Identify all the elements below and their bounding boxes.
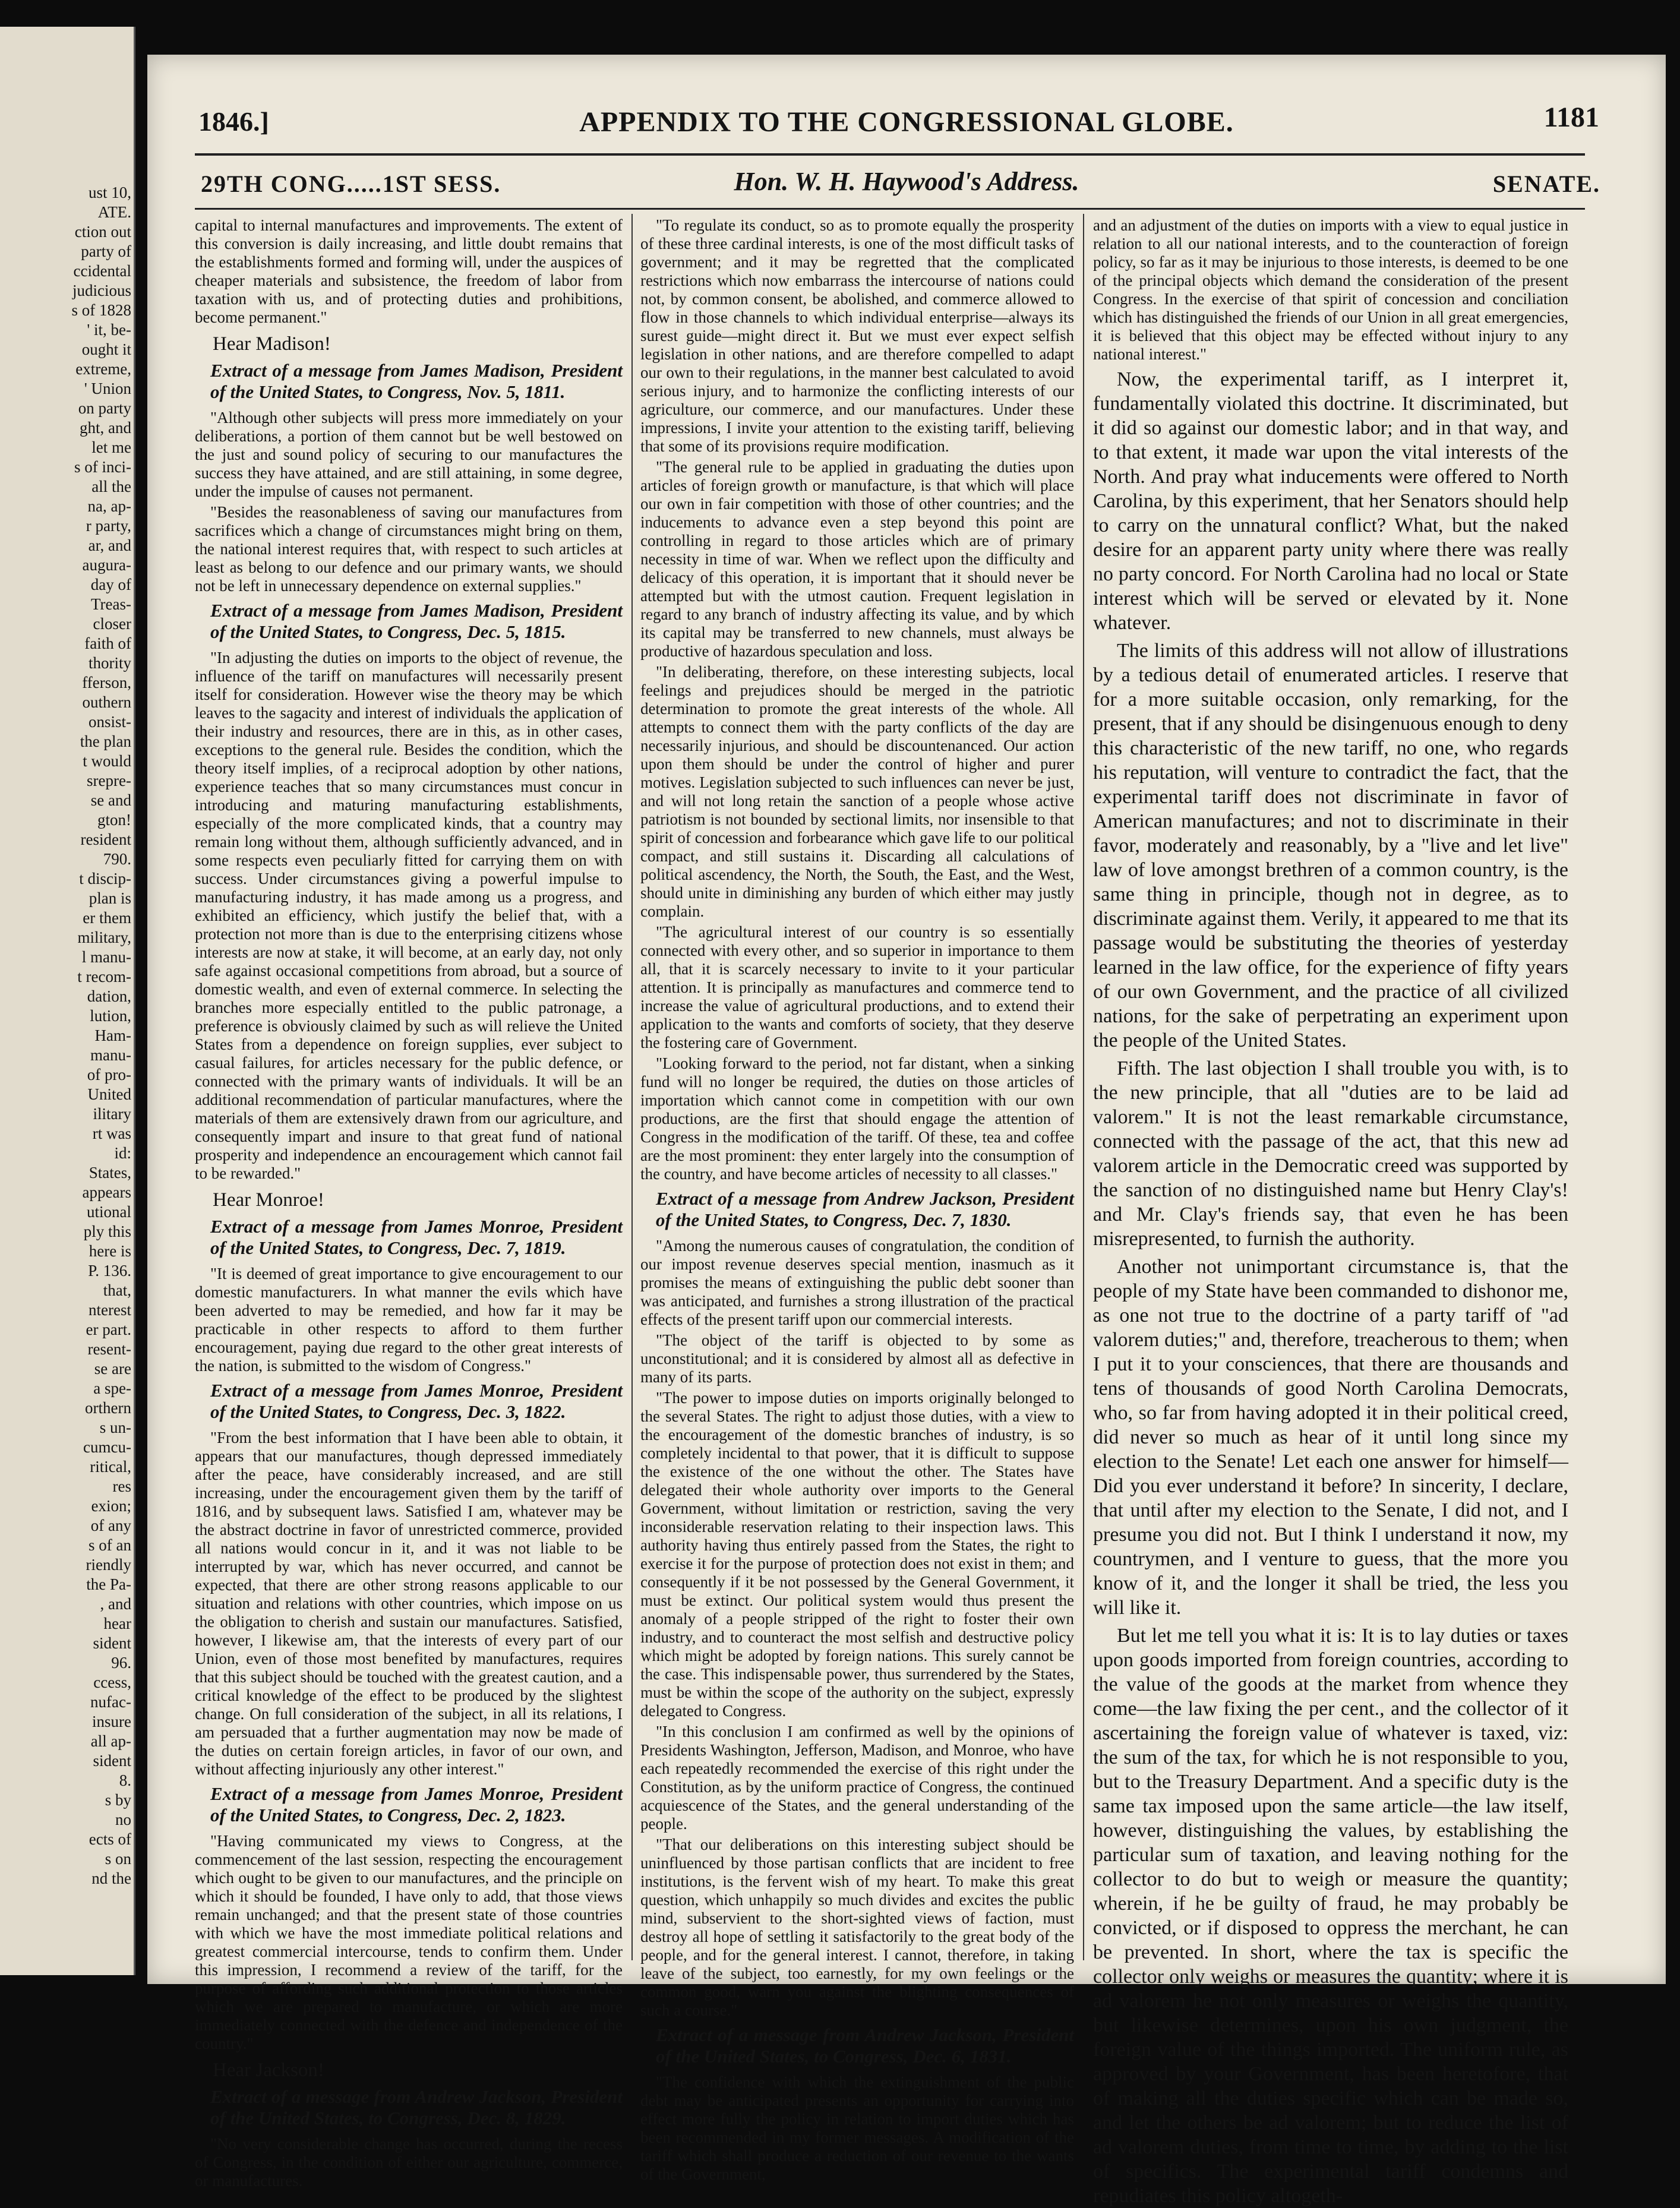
speech-title: Hon. W. H. Haywood's Address. bbox=[734, 167, 1079, 196]
fragment-line: sident bbox=[93, 1634, 131, 1652]
paragraph: "In adjusting the duties on imports to the object of revenue, the influence of the tariff on manufactures will necessarily present itself for consideration. However wise the theory may be which leaves to the sagacity and interest of individuals the application of their industry and resources, there are in this, as in other cases, exceptions to the general rule. Besides the condition, which the theory itself implies, of a reciprocal adoption by other nations, experience teaches that so many circumstances must concur in introducing and maturing manufacturing establishments, especially of the more complicated kinds, that a country may remain long without them, although sufficiently advanced, and in some respects even peculiarly fitted for carrying them on with success. Under circumstances giving a powerful impulse to manufacturing industry, it has made among us a progress, and exhibited an efficiency, which justify the belief that, with a protection not more than is due to the enterprising citizens whose interests are now at stake, it will become, at an early day, not only safe against occasional competitions from abroad, but a source of domestic wealth, and even of external commerce. In selecting the branches more especially entitled to the public patronage, a preference is obviously claimed by such as will relieve the United States from a dependence on foreign supplies, ever subject to casual failures, for articles necessary for the public defence, or connected with the primary wants of individuals. It will be an additional recommendation of particular manufactures, where the materials of them are extensively drawn from our agriculture, and consequently impart and insure to that great fund of national prosperity and independence an encouragement which cannot fail to be rewarded." bbox=[195, 649, 623, 1182]
page-number: 1181 bbox=[1543, 102, 1599, 133]
header-year: 1846.] bbox=[198, 106, 269, 137]
fragment-line: all ap- bbox=[90, 1732, 131, 1750]
fragment-line: thority bbox=[89, 654, 131, 672]
paragraph: "That our deliberations on this interesting subject should be uninfluenced by those partisan conflicts that are incident to free institutions, is the fervent wish of my heart. To make this great question, which unhappily so much divides and excites the public mind, subservient to the short-sighted views of faction, must destroy all hope of settling it satisfactorily to the great body of the people, and for the general interest. I cannot, therefore, in taking leave of the subject, too earnestly, for my own feelings or the common good, warn you against the blighting consequences of such a course." bbox=[640, 1836, 1074, 2019]
fragment-line: ply this bbox=[83, 1223, 131, 1240]
fragment-line: party of bbox=[81, 242, 131, 260]
fragment-line: r party, bbox=[86, 517, 131, 535]
fragment-line: ' Union bbox=[84, 380, 131, 397]
column-2 bbox=[640, 216, 1074, 2183]
fragment-line: United bbox=[87, 1085, 131, 1103]
fragment-line: utional bbox=[87, 1203, 131, 1221]
fragment-line: , and bbox=[100, 1595, 131, 1613]
fragment-line: fferson, bbox=[82, 674, 131, 691]
paragraph: "To regulate its conduct, so as to promote equally the prosperity of these three cardinal interests, is one of the most difficult tasks of government; and it may be regretted that the complicated restrictions which now embarrass the intercourse of nations could not, by common consent, be abolished, and commerce allowed to flow in those channels to which individual enterprise—always its surest guide—might direct it. But we must ever expect selfish legislation in other nations, and are therefore compelled to adapt our own to their regulations, in the manner best calculated to avoid serious injury, and to harmonize the conflicting interests of our agriculture, our commerce, and our manufactures. Under these impressions, I invite your attention to the existing tariff, believing that some of its provisions require modification. bbox=[640, 216, 1074, 455]
header-rule bbox=[195, 153, 1585, 156]
fragment-line: ects of bbox=[89, 1830, 131, 1848]
fragment-line: ought it bbox=[81, 340, 131, 358]
fragment-line: orthern bbox=[85, 1399, 131, 1417]
running-head bbox=[147, 166, 1666, 202]
fragment-line: se and bbox=[90, 791, 131, 809]
fragment-line: day of bbox=[90, 576, 131, 593]
paragraph: "Having communicated my views to Congress, at the commencement of the last session, respecting the encouragement which ought to be given to our manufactures, and the principle on which it should be founded, I have only to add, that those views remain unchanged; and that the present state of those countries with which we have the most immediate political relations and greatest commercial intercourse, tends to confirm them. Under this impression, I recommend a review of the tariff, for the purpose of affording such additional protection to those articles which we are prepared to manufacture, or which are more immediately connected with the defence and independence of the country." bbox=[195, 1832, 623, 2052]
fragment-line: s by bbox=[105, 1791, 131, 1809]
paragraph: "The power to impose duties on imports originally belonged to the several States. The right to adjust those duties, with a view to the encouragement of the domestic branches of industry, is so completely incidental to that power, that it is difficult to suppose the existence of the one without the other. The States have delegated their whole authority over imports to the General Government, without limitation or restriction, saving the very inconsiderable reservation relating to their inspection laws. This authority having thus entirely passed from the States, the right to exercise it for the purpose of protection does not exist in them; and consequently if it be not possessed by the General Government, it must be extinct. Our political system would thus present the anomaly of a people stripped of the right to foster their own industry, and to counteract the most selfish and destructive policy which might be adopted by foreign nations. This surely cannot be the case. This indispensable power, thus surrendered by the States, must be within the scope of the authority on the subject, expressly delegated to Congress. bbox=[640, 1389, 1074, 1720]
fragment-line: military, bbox=[77, 928, 131, 946]
fragment-line: resident bbox=[80, 830, 131, 848]
fragment-line: ritical, bbox=[90, 1458, 131, 1476]
fragment-line: judicious bbox=[72, 282, 131, 299]
extract-heading: Extract of a message from Andrew Jackson, President of the United States, to Congress, Dec. 8, 1829. bbox=[210, 2086, 623, 2128]
paragraph: "The agricultural interest of our country is so essentially connected with every other, and so superior in importance to them all, that it is scarcely necessary to invite to it your particular attention. It is principally as manufactures and commerce tend to increase the value of agricultural productions, and to extend their application to the wants and comforts of society, that they deserve the fostering care of Government. bbox=[640, 923, 1074, 1051]
paragraph: "Among the numerous causes of congratulation, the condition of our impost revenue deserves special mention, inasmuch as it promises the means of extinguishing the public debt sooner than was anticipated, and furnishes a strong illustration of the practical effects of the present tariff upon our commercial interests. bbox=[640, 1237, 1074, 1328]
fragment-line: s of 1828 bbox=[71, 301, 131, 319]
address-paragraph: Now, the experimental tariff, as I interpret it, fundamentally violated this doctrine. It discriminated, but it did so against our domestic labor; and in that way, and to that extent, it made war upon the vital interests of the North. And pray what inducements were offered to North Carolina, by this experiment, that her Senators should help to carry on the unnatural conflict? What, but the naked desire for an apparent party unity where there was really no party concord. For North Carolina had no local or State interest which will be served or elevated by it. None whatever. bbox=[1093, 368, 1568, 634]
fragment-line: s un- bbox=[99, 1419, 131, 1436]
newspaper-page bbox=[147, 55, 1666, 2207]
fragment-line: dation, bbox=[87, 987, 131, 1005]
fragment-line: na, ap- bbox=[87, 497, 131, 515]
fragment-line: ction out bbox=[74, 223, 131, 241]
extract-heading: Extract of a message from James Madison, President of the United States, to Congress, Dec. 5, 1815. bbox=[210, 600, 623, 642]
fragment-line: srepre- bbox=[87, 772, 131, 789]
fragment-line: appears bbox=[82, 1183, 131, 1201]
fragment-line: 8. bbox=[119, 1771, 131, 1789]
extract-heading: Extract of a message from Andrew Jackson, President of the United States, to Congress, Dec. 6, 1831. bbox=[656, 2024, 1074, 2067]
extract-heading: Extract of a message from James Monroe, President of the United States, to Congress, Dec. 3, 1822. bbox=[210, 1380, 623, 1422]
paragraph: "Although other subjects will press more immediately on your deliberations, a portion of them cannot but be well bestowed on the just and sound policy of securing to our manufactures the success they have attained, and are still attaining, in some degree, under the impulse of causes not permanent. bbox=[195, 409, 623, 500]
header-title: APPENDIX TO THE CONGRESSIONAL GLOBE. bbox=[579, 106, 1234, 138]
subhead-rule bbox=[195, 208, 1585, 210]
fragment-line: let me bbox=[91, 438, 131, 456]
paragraph: capital to internal manufactures and improvements. The extent of this conversion is daily increasing, and little doubt remains that the establishments formed and forming will, under the auspices of cheaper materials and subsistence, the freedom of labor from taxation with us, and of protecting duties and prohibitions, become permanent." bbox=[195, 216, 623, 326]
fragment-line: nd the bbox=[91, 1869, 131, 1887]
fragment-line: ccidental bbox=[73, 262, 131, 280]
fragment-line: ilitary bbox=[93, 1105, 131, 1123]
fragment-line: ght, and bbox=[80, 419, 131, 437]
section-heading: Hear Monroe! bbox=[213, 1189, 324, 1211]
fragment-line: s of an bbox=[89, 1536, 131, 1554]
fragment-line: Ham- bbox=[94, 1026, 131, 1044]
fragment-line: exion; bbox=[91, 1497, 131, 1515]
fragment-line: l manu- bbox=[81, 948, 131, 966]
fragment-line: sident bbox=[93, 1752, 131, 1770]
section-heading: Hear Madison! bbox=[213, 333, 331, 355]
paragraph: "The object of the tariff is objected to by some as unconstitutional; and it is considered by almost all as defective in many of its parts. bbox=[640, 1331, 1074, 1386]
fragment-line: the plan bbox=[80, 732, 131, 750]
fragment-line: er them bbox=[83, 909, 131, 927]
fragment-line: s on bbox=[105, 1850, 131, 1868]
paragraph: "From the best information that I have been able to obtain, it appears that our manufactures, though depressed immediately after the peace, have considerably increased, and are still increasing, under the encouragement given them by the tariff of 1816, and by subsequent laws. Satisfied I am, whatever may be the abstract doctrine in favor of unrestricted commerce, provided all nations would concur in it, and it was not liable to be interrupted by war, which has never occurred, and cannot be expected, that there are other strong reasons applicable to our situation and relations with other countries, which impose on us the obligation to cherish and sustain our manufactures. Satisfied, however, I likewise am, that the interests of every part of our Union, even of those most benefited by manufactures, requires that this subject should be touched with the greatest caution, and a critical knowledge of the effect to be produced by the slightest change. On full consideration of the subject, in all its relations, I am persuaded that a further augmentation may now be made of the duties on certain foreign articles, in favor of our own, and without affecting injuriously any other interest." bbox=[195, 1429, 623, 1778]
fragment-line: t discip- bbox=[79, 870, 131, 887]
fragment-line: 96. bbox=[111, 1654, 131, 1672]
fragment-line: ar, and bbox=[88, 536, 131, 554]
fragment-line: manu- bbox=[90, 1046, 131, 1064]
fragment-line: that, bbox=[103, 1281, 131, 1299]
fragment-line: res bbox=[112, 1477, 131, 1495]
fragment-line: plan is bbox=[89, 889, 131, 907]
paragraph: "Besides the reasonableness of saving our manufactures from sacrifices which a change of circumstances might bring on them, the national interest requires that, with respect to such articles at least as belong to our defence and our primary wants, we should not be left in unnecessary dependence on external supplies." bbox=[195, 503, 623, 595]
extract-heading: Extract of a message from James Monroe, President of the United States, to Congress, Dec. 2, 1823. bbox=[210, 1783, 623, 1825]
extract-heading: Extract of a message from James Monroe, President of the United States, to Congress, Dec. 7, 1819. bbox=[210, 1216, 623, 1258]
column-1 bbox=[195, 216, 623, 2190]
address-paragraph: The limits of this address will not allow of illustrations by a tedious detail of enumerated articles. I reserve that for a more suitable occasion, only remarking, for the present, that if any should be disingenuous enough to deny this characteristic of the new tariff, no one, who regards his reputation, will venture to contradict the fact, that the experimental tariff does not discriminate in favor of American manufactures; and not to discriminate in their favor, moderately and reasonably, by a "live and let live" law of love amongst brethren of a common country, is the same thing in principle, though not in degree, as to discriminate against them. Verily, it appeared to me that its passage would be substituting the theories of yesterday learned in the law office, for the experience of fifty years of our own Government, and the practice of all civilized nations, for the sake of perpetrating an experiment upon the people of the United States. bbox=[1093, 640, 1568, 1051]
fragment-line: onsist- bbox=[88, 713, 131, 731]
fragment-line: rt was bbox=[92, 1124, 131, 1142]
paragraph: "The confidence with which the extinguishment of the public debt may be anticipated presents an opportunity for carrying into effect more fully the policy in relation to import duties which has been recommended in my former messages. A modification of the tariff which shall produce a reduction of our revenue to the wants of the Government, bbox=[640, 2073, 1074, 2183]
fragment-line: P. 136. bbox=[88, 1262, 131, 1280]
fragment-line: faith of bbox=[84, 634, 131, 652]
fragment-line: Treas- bbox=[90, 595, 131, 613]
fragment-line: ccess, bbox=[93, 1673, 131, 1691]
fragment-line: lution, bbox=[90, 1007, 131, 1025]
fragment-line: closer bbox=[93, 615, 131, 633]
fragment-line: ust 10, bbox=[88, 184, 131, 201]
paragraph: "Looking forward to the period, not far distant, when a sinking fund will no longer be required, the duties on those articles of importation which cannot come in competition with our own productions, are the first that should engage the attention of Congress in the modification of the tariff. Of these, tea and coffee are the most prominent: they enter largely into the consumption of the country, and have become articles of necessity to all classes." bbox=[640, 1054, 1074, 1183]
address-paragraph: Another not unimportant circumstance is, that the people of my State have been commanded to dishonor me, as one not true to the doctrine of a party tariff of "ad valorem duties;" and, therefore, treacherous to them; when I put it to your consciences, that there are thousands and tens of thousands of good North Carolina Democrats, who, so far from having adopted it in their political creed, did never so much as hear of it until long since my election to the Senate! Let each one answer for himself—Did you ever understand it before? In sincerity, I declare, that until after my election to the Senate, I did not, and I presume you did not. But I think I understand it now, my countrymen, and I venture to guess, that the more you know of it, and the longer it shall be tried, the less you will like it. bbox=[1093, 1256, 1568, 1619]
session-label: 29TH CONG.....1ST SESS. bbox=[201, 170, 501, 197]
fragment-line: id: bbox=[114, 1144, 131, 1162]
fragment-line: t recom- bbox=[77, 968, 131, 985]
paragraph: "In deliberating, therefore, on these interesting subjects, local feelings and prejudices should be merged in the patriotic determination to promote the great interests of the whole. All attempts to connect them with the party conflicts of the day are necessarily injurious, and should be discountenanced. Our action upon them should be under the control of higher and purer motives. Legislation subjected to such influences can never be just, and will not long retain the sanction of a people whose active patriotism is not bounded by sectional limits, nor insensible to that spirit of concession and forbearance which gave life to our political compact, and still sustains it. Discarding all calculations of political ascendency, the North, the South, the East, and the West, should unite in diminishing any burden of which either may justly complain. bbox=[640, 663, 1074, 920]
fragment-line: er part. bbox=[86, 1321, 131, 1338]
fragment-line: ' it, be- bbox=[87, 321, 131, 339]
fragment-line: the Pa- bbox=[86, 1575, 131, 1593]
fragment-line: a spe- bbox=[93, 1379, 131, 1397]
column-divider bbox=[1083, 214, 1084, 1960]
section-heading: Hear Jackson! bbox=[213, 2059, 324, 2081]
extract-heading: Extract of a message from James Madison, President of the United States, to Congress, Nov. 5, 1811. bbox=[210, 360, 623, 402]
fragment-line: t would bbox=[83, 752, 131, 770]
paragraph: "It is deemed of great importance to give encouragement to our domestic manufacturers. In what manner the evils which have been adverted to may be remedied, and how far it may be practicable in other respects to afford to them further encouragement, paying due regard to the other great interests of the nation, is submitted to the wisdom of Congress." bbox=[195, 1265, 623, 1375]
fragment-line: riendly bbox=[86, 1556, 131, 1574]
message-extract-continued: and an adjustment of the duties on imports with a view to equal justice in relation to all our national interests, and to the counteraction of foreign policy, so far as it may be injurious to those interests, is deemed to be one of the principal objects which demand the consideration of the present Congress. In the exercise of that spirit of concession and conciliation which has distinguished the friends of our Union in all great emergencies, it is believed that this object may be effected without injury to any national interest." bbox=[1093, 216, 1568, 363]
fragment-line: s of inci- bbox=[74, 458, 131, 476]
fragment-line: insure bbox=[92, 1713, 131, 1730]
fragment-line: States, bbox=[89, 1164, 131, 1182]
fragment-line: gton! bbox=[97, 811, 131, 829]
fragment-line: augura- bbox=[82, 556, 131, 574]
address-paragraph: But let me tell you what it is: It is to lay duties or taxes upon goods imported from foreign countries, according to the value of the goods at the market from whence they come—the law fixing the per cent., and the collector of it ascertaining the foreign value of whatever is taxed, viz: the sum of the tax, for which he is not responsible to you, but to the Treasury Department. And a specific duty is the same tax imposed upon the same article—the law itself, however, distinguishing the values, by establishing the particular sum of taxation, and leaving nothing for the collector to do but to weigh or measure the quantity; wherein, if he be guilty of fraud, he may probably be convicted, or if disposed to oppress the merchant, he can be prevented. In short, where the tax is specific the collector only weighs or measures the quantity; where it is ad valorem he not only measures or weighs the quantity, but likewise determines, upon his own judgment, the foreign value of the things imported. The uniform rule, as approved by your Government, has been heretofore, that of making all the duties specific which can be made so, and let the others be ad valorem; but to reduce the list of ad valorem duties, from time to time, by adding to the list of specifics. The experimental tariff condemns and repudiates this policy altogeth- bbox=[1093, 1625, 1568, 2207]
fragment-line: here is bbox=[89, 1242, 131, 1260]
chamber-label: SENATE. bbox=[1492, 170, 1600, 197]
fragment-line: cumcu- bbox=[83, 1438, 131, 1456]
fragment-line: nufac- bbox=[90, 1693, 131, 1711]
paragraph: "The general rule to be applied in graduating the duties upon articles of foreign growth or manufacture, is that which will place our own in fair competition with those of other countries; and the inducements to advance even a step beyond this point are controlling in regard to those articles which are of primary necessity in time of war. When we reflect upon the difficulty and delicacy of this operation, it is important that it should never be attempted but with the utmost caution. Frequent legislation in regard to any branch of industry affecting its value, and by which its capital may be transferred to new channels, must always be productive of hazardous speculation and loss. bbox=[640, 458, 1074, 660]
fragment-line: no bbox=[115, 1811, 131, 1828]
fragment-line: of any bbox=[90, 1517, 131, 1534]
fragment-line: 790. bbox=[103, 850, 131, 868]
adjacent-page-fragment bbox=[0, 27, 135, 1975]
fragment-line: all the bbox=[91, 478, 131, 495]
address-paragraph: Fifth. The last objection I shall trouble you with, is to the new principle, that all "duties are to be laid ad valorem." It is not the least remarkable circumstance, connected with the passage of the act, that this new ad valorem article in the Democratic creed was supported by the sanction of no distinguished name but Henry Clay's! and Mr. Clay's friends say, that even he has been misrepresented, to furnish the authority. bbox=[1093, 1057, 1568, 1250]
paragraph: "No very considerable change has occurred, during the recess of Congress, in the condition of either our agriculture, commerce, or manufactures. bbox=[195, 2135, 623, 2190]
fragment-line: on party bbox=[78, 399, 131, 417]
extract-heading: Extract of a message from Andrew Jackson, President of the United States, to Congress, Dec. 7, 1830. bbox=[656, 1188, 1074, 1230]
column-divider bbox=[631, 214, 633, 1960]
fragment-line: extreme, bbox=[75, 360, 131, 378]
fragment-line: resent- bbox=[87, 1340, 131, 1358]
fragment-line: se are bbox=[94, 1360, 131, 1378]
paragraph: "In this conclusion I am confirmed as well by the opinions of Presidents Washington, Jefferson, Madison, and Monroe, who have each repeatedly recommended the exercise of this right under the Constitution, as by the uniform practice of Congress, the continued acquiescence of the States, and the general understanding of the people. bbox=[640, 1723, 1074, 1833]
column-3 bbox=[1093, 216, 1568, 2207]
fragment-line: hear bbox=[103, 1615, 131, 1632]
page-header bbox=[147, 102, 1666, 147]
fragment-line: nterest bbox=[89, 1301, 131, 1319]
fragment-line: outhern bbox=[82, 693, 131, 711]
fragment-line: ATE. bbox=[97, 203, 131, 221]
fragment-line: of pro- bbox=[87, 1066, 131, 1084]
